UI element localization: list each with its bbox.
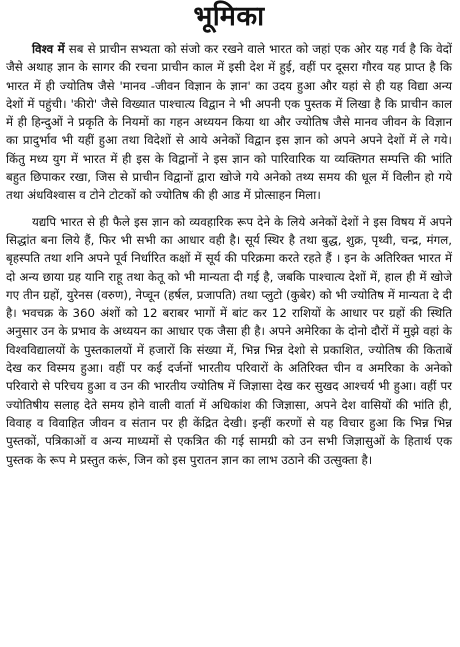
page-title: भूमिका (193, 1, 265, 32)
paragraph-2-text: यद्यपि भारत से ही फैले इस ज्ञान को व्यवहारिक रूप देने के लिये अनेकों देशों ने इस विषय में अपने सिद्धांत बना लिये हैं, फिर भी सभी का आधार वही है। सूर्य स्थिर है तथा बुद्ध, शुक्र, पृथ्वी, चन्द्र, मंगल, बृहस्पति तथा शनि अपने पूर्व निर्धारित कक्षों में सूर्य की परिक्रमा करते रहते हैं । इन के अतिरिक्त भारत में दो अन्य छाया ग्रह यानि राहू तथा केतू को भी मान्यता दी गई है, जबकि पाश्चात्य देशों में, हाल ही में खोजे गए तीन ग्रहों, युरेनस (वरुण), नेप्चून (हर्षल, प्रजापति) तथा प्लुटो (कुबेर) को भी ज्योतिष में मान्यता दे दी है। भवचक्र के 360 अंशों को 12 बराबर भागों में बांट कर 12 राशियों के आधार पर ग्रहों की स्थिति अनुसार उन के प्रभाव के अध्ययन का आधार एक जैसा ही है। अपने अमेरिका के दोनो दौरों में मुझे वहां के विश्वविद्यालयों के पुस्तकालयों में हजारों कि संख्या में, भिन्न भिन्न देशो से प्रकाशित, ज्योतिष की किताबें देख कर विस्मय हुआ। वहीं पर कई दर्जनों भारतीय परिवारों के अतिरिक्त चीन व अमरिका के अनेको परिवारो से परिचय हुआ व उन की भारतीय ज्योतिष में जिज्ञासा देख कर सुखद आश्चर्य भी हुआ। वहीं पर ज्योतिषीय सलाह देते समय होने वाली वार्ता में अधिकांश की जिज्ञासा, अपने देश वासियों की भांति ही, विवाह व विवाहित जीवन व संतान पर ही केंद्रित देखी। इन्हीं करणों से यह विचार हुआ कि भिन्न भिन्न पुस्तकों, पत्रिकाओं व अन्य माध्यमों से एकत्रित की गई सामग्री को उन सभी जिज्ञासुओं के हितार्थ एक पुस्तक के रूप मे प्रस्तुत करूं, जिन को इस पुरातन ज्ञान का लाभ उठाने की उत्सुक्ता है। (6, 214, 452, 467)
paragraph-1-text: सब से प्राचीन सभ्यता को संजो कर रखने वाले भारत को जहां एक ओर यह गर्व है कि वेदों जैसे अथाह ज्ञान के सागर की रचना प्राचीन काल में इसी देश में हुई, वहीं पर दूसरा गौरव यह प्राप्त है कि भारत में ही ज्योतिष जैसे 'मानव -जीवन विज्ञान के ज्ञान' का उदय हुआ और यहां से ही यह विद्या अन्य देशों में पहुंची। 'कीरो' जैसे विख्यात पाश्चात्य विद्वान ने भी अपनी एक पुस्तक में लिखा है कि प्राचीन काल में ही हिन्दुओं ने प्रकृति के नियमों का गहन अध्ययन किया था और ज्योतिष जैसे मानव जीवन के विज्ञान का प्रादुर्भाव भी यहीं हुआ तथा विदेशों से आये अनेकों विद्वान इस ज्ञान को अपने अपने देशों में ले गये। किंतु मध्य युग में भारत में ही इस के विद्वानों ने इस ज्ञान को पारिवारिक या व्यक्तिगत सम्पत्ति की भांति बहुत छिपाकर रखा, जिस से प्राचीन विद्वानों द्वारा खोजे गये अनेको तथ्य समय की धूल में विलीन हो गये तथा अंधविश्वास व टोने टोटकों को ज्योतिष की ही आड में प्रोत्साहन मिला। (6, 42, 452, 203)
paragraph-1 (6, 40, 452, 205)
paragraph-1-lead: विश्व में (32, 42, 65, 56)
paragraph-2 (6, 213, 452, 469)
